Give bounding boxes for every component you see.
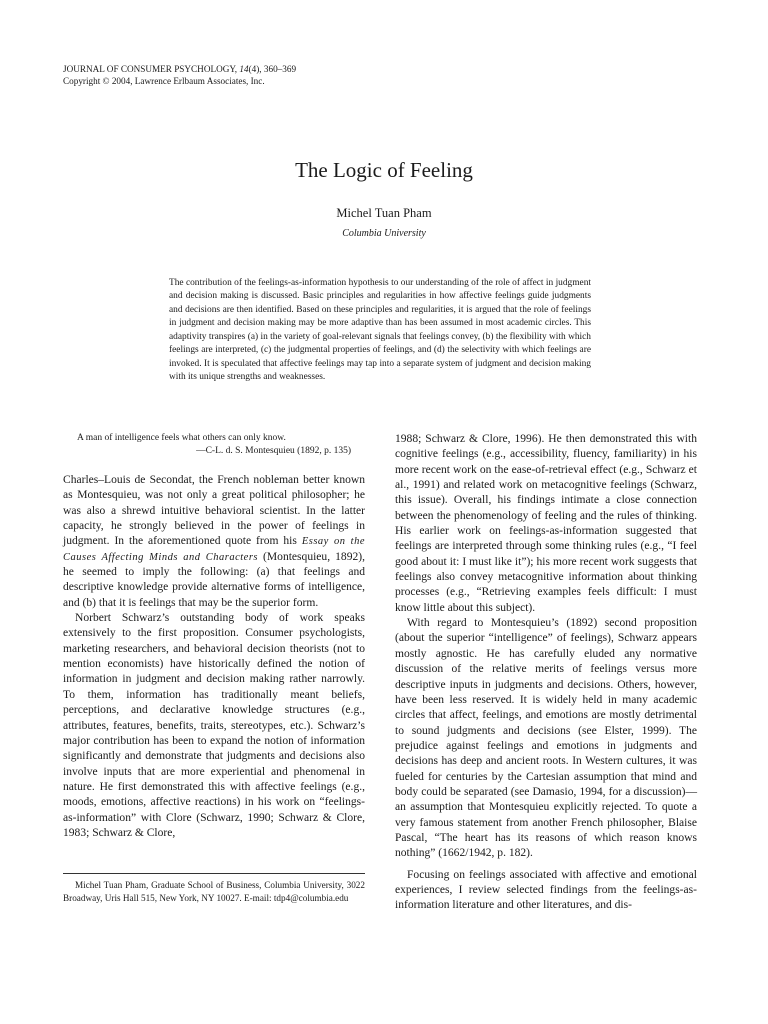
copyright-line: Copyright © 2004, Lawrence Erlbaum Associates, Inc. bbox=[63, 76, 265, 86]
body-paragraph: Focusing on feelings associated with affective and emotional experiences, I review selected findings from the feelings-as-information literature and other literatures, and dis- bbox=[395, 868, 697, 912]
left-column bbox=[63, 432, 365, 841]
journal-name: JOURNAL OF CONSUMER PSYCHOLOGY, bbox=[63, 64, 240, 74]
article-title: The Logic of Feeling bbox=[295, 158, 473, 182]
footnote-divider bbox=[63, 873, 365, 874]
article-author: Michel Tuan Pham bbox=[336, 206, 432, 220]
body-paragraph: With regard to Montesquieu’s (1892) second proposition (about the superior “intelligence” of feelings), Schwarz appears mostly agnostic. He has carefully eluded any normative discussion of the relative merits of feelings versus more descriptive inputs in judgments and decisions. Others, however, have been less reserved. It is widely held in many academic circles that affect, feelings, and emotions are mostly detrimental to sound judgments and decisions (see Elster, 1999). The prejudice against feelings and emotions in judgments and decisions has deep and ancient roots. In Western cultures, it was fueled for centuries by the Cartesian assumption that mind and body could be separated (see Damasio, 1994, for a discussion)—an assumption that Montesquieu explicitly rejected. To quote a very famous statement from another French philosopher, Blaise Pascal, “The heart has its reasons of which reason knows nothing” (1662/1942, p. 182). bbox=[395, 617, 697, 860]
epigraph-attribution: —C-L. d. S. Montesquieu (1892, p. 135) bbox=[196, 446, 351, 456]
journal-citation bbox=[63, 63, 296, 75]
journal-issue-pages: (4), 360–369 bbox=[248, 64, 297, 74]
epigraph-quote: A man of intelligence feels what others can only know. bbox=[77, 433, 286, 443]
cited-work-title: Essay on the Causes Affecting Minds and Characters bbox=[63, 536, 366, 563]
epigraph bbox=[63, 432, 365, 458]
journal-volume: 14 bbox=[239, 64, 249, 74]
abstract: The contribution of the feelings-as-information hypothesis to our understanding of the role of affect in judgment and decision making is discussed. Basic principles and regularities in how affective feelings guide judgments and decisions are then identified. Based on these principles and regularities, it is argued that the role of feelings in judgment and decision making may be more adaptive than has been assumed in most academic circles. This adaptivity transpires (a) in the variety of goal-relevant signals that feelings convey, (b) the flexibility with which feelings are interpreted, (c) the judgmental properties of feelings, and (d) the selectivity with which feelings are invoked. It is speculated that affective feelings may tap into a separate system of judgment and decision making with its unique strengths and weaknesses. bbox=[169, 278, 591, 383]
author-affiliation: Columbia University bbox=[342, 228, 426, 239]
body-paragraph: 1988; Schwarz & Clore, 1996). He then demonstrated this with cognitive feelings (e.g., accessibility, fluency, familiarity) in his more recent work on the ease-of-retrieval effect (e.g., Schwarz et al., 1991) and related work on metacognitive feelings (Schwarz, this issue). Overall, his findings intimate a close connection between the phenomenology of feeling and the rules of thinking. His earlier work on feelings-as-information suggested that feelings are interpreted through some thinking rules (e.g., “I feel good about it: I must like it”); his more recent work suggests that feelings also convey metacognitive information about thinking processes (e.g., “Retrieving examples feels difficult: I must know little about this subject). bbox=[395, 433, 697, 614]
paragraph-text: Charles–Louis de Secondat, the French nobleman better known as Montesquieu, was not only a great political philosopher; he was also a shrewd intuitive behavioral scientist. In the latter capacity, he strongly believed in the power of feelings in judgment. In the aforementioned quote from his bbox=[63, 474, 365, 548]
paragraph-text: (Montesquieu, 1892), he seemed to imply the following: (a) that feelings and descriptive knowledge provide alternative forms of intelligence, and (b) that it is feelings that may be the superior form. bbox=[63, 550, 365, 609]
body-paragraph bbox=[63, 473, 365, 611]
author-footnote: Michel Tuan Pham, Graduate School of Business, Columbia University, 3022 Broadway, Uris Hall 515, New York, NY 10027. E-mail: tdp4@columbia.edu bbox=[63, 880, 365, 903]
body-paragraph: Norbert Schwarz’s outstanding body of work speaks extensively to the first proposition. Consumer psychologists, marketing researchers, and behavioral decision theorists (not to mention economists) have historically defined the notion of information in judgment and decision making rather narrowly. To them, information has traditionally meant beliefs, perceptions, and declarative knowledge structures (e.g., attributes, features, benefits, traits, stereotypes, etc.). Schwarz’s major contribution has been to expand the notion of information significantly and demonstrate that judgments and decisions also involve inputs that are more experiential and phenomenal in nature. He first demonstrated this with affective feelings (e.g., moods, emotions, affective reactions) in his work on “feelings-as-information” with Clore (Schwarz, 1990; Schwarz & Clore, 1983; Schwarz & Clore, bbox=[63, 612, 365, 839]
right-column bbox=[395, 432, 697, 914]
journal-header bbox=[63, 63, 296, 87]
